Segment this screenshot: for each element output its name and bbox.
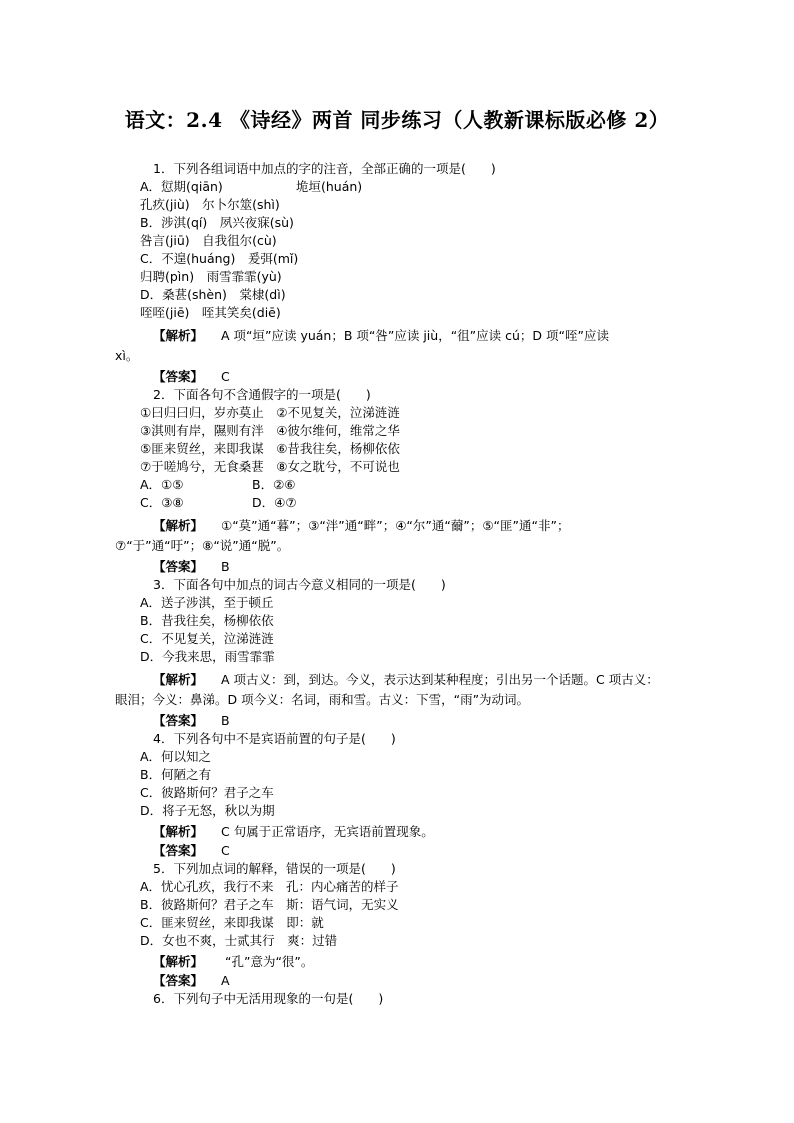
q2-line1: ①曰归曰归，岁亦莫止 ②不见复关，泣涕涟涟 — [140, 405, 400, 420]
q3-option-c: C．不见复关，泣涕涟涟 — [140, 631, 274, 646]
q5-option-a: A．忧心孔疚，我行不来 孔：内心痛苦的样子 — [140, 879, 399, 894]
q1-option-a-part1: A．愆期(qiān) — [140, 179, 223, 194]
analysis-text: ①“莫”通“暮”；③“泮”通“畔”；④“尔”通“薾”；⑤“匪”通“非”； — [221, 518, 570, 533]
answer-text: C — [221, 369, 230, 384]
q1-option-d: D．桑葚(shèn) 棠棣(dì) — [140, 287, 286, 302]
q1-option-c-line2: 归聘(pìn) 雨雪霏霏(yù) — [140, 269, 282, 284]
question-2: 2．下面各句不含通假字的一项是( ) — [153, 387, 371, 402]
q5-analysis — [140, 952, 682, 972]
q2-options-ab — [140, 476, 682, 494]
answer-text: B — [221, 713, 230, 728]
question-1: 1．下列各组词语中加点的字的注音，全部正确的一项是( ) — [153, 161, 496, 176]
q1-analysis-cont: xì。 — [115, 348, 139, 363]
q2-line2: ③淇则有岸，隰则有泮 ④彼尔维何，维常之华 — [140, 423, 400, 438]
question-5: 5．下列加点词的解释，错误的一项是( ) — [153, 861, 396, 876]
q1-option-a — [140, 178, 682, 196]
q1-option-d-line2: 咥咥(jiē) 咥其笑矣(diē) — [140, 305, 281, 320]
q5-option-b: B．彼路斯何？君子之车 斯：语气词，无实义 — [140, 897, 399, 912]
q3-option-a: A．送子涉淇，至于顿丘 — [140, 595, 274, 610]
q5-option-c: C．匪来贸丝，来即我谋 即：就 — [140, 915, 324, 930]
analysis-label: 【解析】 — [153, 824, 204, 839]
q2-analysis-cont: ⑦“于”通“吁”；⑧“说”通“脱”。 — [115, 538, 290, 553]
q1-analysis — [140, 326, 682, 346]
q3-analysis-cont: 眼泪；今义：鼻涕。D 项今义：名词，雨和雪。古义：下雪，“雨”为动词。 — [115, 692, 530, 707]
question-6: 6．下列句子中无活用现象的一句是( ) — [153, 991, 384, 1006]
answer-label: 【答案】 — [153, 369, 204, 384]
answer-label: 【答案】 — [153, 843, 204, 858]
q5-answer — [140, 972, 682, 990]
q4-option-c: C．彼路斯何？君子之车 — [140, 785, 274, 800]
q2-option-a: A．①⑤ — [140, 477, 184, 492]
q2-options-cd — [140, 494, 682, 512]
answer-label: 【答案】 — [153, 713, 204, 728]
q4-option-b: B．何陋之有 — [140, 767, 212, 782]
q2-option-b: B．②⑥ — [252, 477, 296, 492]
analysis-label: 【解析】 — [153, 954, 204, 969]
question-4: 4．下列各句中不是宾语前置的句子是( ) — [153, 731, 396, 746]
answer-label: 【答案】 — [153, 973, 204, 988]
q1-option-a-line2: 孔疚(jiù) 尔卜尔筮(shì) — [140, 197, 280, 212]
q1-answer — [140, 368, 682, 386]
q2-analysis — [140, 516, 682, 536]
q2-option-d: D．④⑦ — [252, 495, 297, 510]
analysis-text: A 项古义：到，到达。今义，表示达到某种程度；引出另一个话题。C 项古义： — [221, 672, 659, 687]
q3-option-b: B．昔我往矣，杨柳依依 — [140, 613, 274, 628]
q1-option-b-line2: 咎言(jiū) 自我徂尔(cù) — [140, 233, 277, 248]
answer-label: 【答案】 — [153, 559, 204, 574]
analysis-label: 【解析】 — [153, 672, 204, 687]
q4-answer — [140, 842, 682, 860]
q2-option-c: C．③⑧ — [140, 495, 184, 510]
q4-option-a: A．何以知之 — [140, 749, 212, 764]
q2-answer — [140, 558, 682, 576]
q4-option-d: D．将子无怒，秋以为期 — [140, 803, 275, 818]
q1-option-a-part2: 垝垣(huán) — [296, 179, 363, 194]
q3-analysis — [140, 670, 682, 690]
q2-line3: ⑤匪来贸丝，来即我谋 ⑥昔我往矣，杨柳依依 — [140, 441, 400, 456]
q1-option-c: C．不遑(huáng) 爰弭(mǐ) — [140, 251, 299, 266]
answer-text: B — [221, 559, 230, 574]
analysis-text: A 项“垣”应读 yuán；B 项“咎”应读 jiù，“徂”应读 cú；D 项“咥”应读 — [221, 328, 609, 343]
analysis-text: C 句属于正常语序，无宾语前置现象。 — [221, 824, 434, 839]
analysis-label: 【解析】 — [153, 518, 204, 533]
answer-text: A — [221, 973, 230, 988]
page-title: 语文：2.4 《诗经》两首 同步练习（人教新课标版必修 2） — [124, 108, 670, 132]
document-body — [115, 160, 682, 1008]
q3-answer — [140, 712, 682, 730]
analysis-label: 【解析】 — [153, 328, 204, 343]
q3-option-d: D．今我来思，雨雪霏霏 — [140, 649, 275, 664]
q5-option-d: D．女也不爽，士贰其行 爽：过错 — [140, 933, 338, 948]
question-3: 3．下面各句中加点的词古今意义相同的一项是( ) — [153, 577, 446, 592]
answer-text: C — [221, 843, 230, 858]
q4-analysis — [140, 822, 682, 842]
analysis-text: “孔”意为“很”。 — [225, 954, 314, 969]
q2-line4: ⑦于嗟鸠兮，无食桑葚 ⑧女之耽兮，不可说也 — [140, 459, 400, 474]
q1-option-b: B．涉淇(qí) 夙兴夜寐(sù) — [140, 215, 294, 230]
